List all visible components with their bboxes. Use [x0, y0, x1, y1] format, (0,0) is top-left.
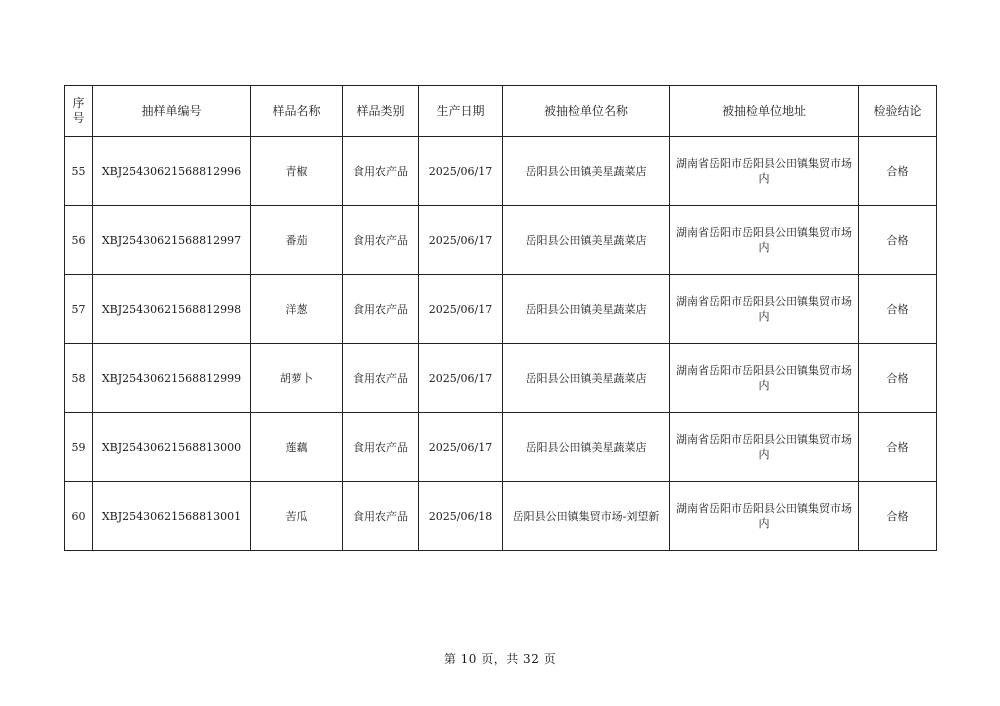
- cell-sample-no: XBJ25430621568813001: [93, 482, 251, 551]
- header-sample-name: 样品名称: [251, 86, 343, 137]
- cell-conclusion: 合格: [859, 137, 937, 206]
- header-inspected-unit: 被抽检单位名称: [503, 86, 670, 137]
- cell-production-date: 2025/06/17: [419, 275, 503, 344]
- cell-inspected-unit: 岳阳县公田镇美星蔬菜店: [503, 275, 670, 344]
- cell-production-date: 2025/06/18: [419, 482, 503, 551]
- cell-category: 食用农产品: [343, 137, 419, 206]
- cell-inspected-unit: 岳阳县公田镇美星蔬菜店: [503, 137, 670, 206]
- table-row: [65, 137, 937, 206]
- cell-inspected-address: 湖南省岳阳市岳阳县公田镇集贸市场内: [670, 413, 859, 482]
- table-row: [65, 413, 937, 482]
- cell-conclusion: 合格: [859, 413, 937, 482]
- header-seq: 序号: [65, 86, 93, 137]
- cell-sample-name: 青椒: [251, 137, 343, 206]
- table-row: [65, 482, 937, 551]
- cell-seq: 58: [65, 344, 93, 413]
- cell-inspected-address: 湖南省岳阳市岳阳县公田镇集贸市场内: [670, 275, 859, 344]
- cell-seq: 59: [65, 413, 93, 482]
- cell-seq: 56: [65, 206, 93, 275]
- cell-sample-name: 苦瓜: [251, 482, 343, 551]
- cell-category: 食用农产品: [343, 206, 419, 275]
- cell-conclusion: 合格: [859, 275, 937, 344]
- cell-inspected-address: 湖南省岳阳市岳阳县公田镇集贸市场内: [670, 206, 859, 275]
- cell-category: 食用农产品: [343, 344, 419, 413]
- cell-seq: 57: [65, 275, 93, 344]
- inspection-results-table: [64, 85, 937, 551]
- page-number: 第 10 页，共 32 页: [443, 652, 557, 666]
- cell-sample-name: 莲藕: [251, 413, 343, 482]
- cell-category: 食用农产品: [343, 413, 419, 482]
- cell-inspected-unit: 岳阳县公田镇美星蔬菜店: [503, 206, 670, 275]
- cell-sample-no: XBJ25430621568812997: [93, 206, 251, 275]
- cell-seq: 55: [65, 137, 93, 206]
- cell-sample-name: 番茄: [251, 206, 343, 275]
- header-sample-no: 抽样单编号: [93, 86, 251, 137]
- cell-inspected-unit: 岳阳县公田镇集贸市场-刘望新: [503, 482, 670, 551]
- cell-inspected-address: 湖南省岳阳市岳阳县公田镇集贸市场内: [670, 344, 859, 413]
- cell-production-date: 2025/06/17: [419, 344, 503, 413]
- cell-inspected-address: 湖南省岳阳市岳阳县公田镇集贸市场内: [670, 482, 859, 551]
- header-category: 样品类别: [343, 86, 419, 137]
- cell-sample-no: XBJ25430621568813000: [93, 413, 251, 482]
- cell-conclusion: 合格: [859, 482, 937, 551]
- header-production-date: 生产日期: [419, 86, 503, 137]
- cell-seq: 60: [65, 482, 93, 551]
- cell-sample-no: XBJ25430621568812996: [93, 137, 251, 206]
- cell-inspected-unit: 岳阳县公田镇美星蔬菜店: [503, 344, 670, 413]
- cell-production-date: 2025/06/17: [419, 413, 503, 482]
- cell-category: 食用农产品: [343, 275, 419, 344]
- cell-inspected-unit: 岳阳县公田镇美星蔬菜店: [503, 413, 670, 482]
- cell-conclusion: 合格: [859, 206, 937, 275]
- cell-sample-no: XBJ25430621568812999: [93, 344, 251, 413]
- header-inspected-address: 被抽检单位地址: [670, 86, 859, 137]
- table-header-row: [65, 86, 937, 137]
- header-conclusion: 检验结论: [859, 86, 937, 137]
- cell-inspected-address: 湖南省岳阳市岳阳县公田镇集贸市场内: [670, 137, 859, 206]
- cell-sample-name: 洋葱: [251, 275, 343, 344]
- cell-production-date: 2025/06/17: [419, 137, 503, 206]
- table-row: [65, 206, 937, 275]
- cell-sample-no: XBJ25430621568812998: [93, 275, 251, 344]
- cell-conclusion: 合格: [859, 344, 937, 413]
- cell-sample-name: 胡萝卜: [251, 344, 343, 413]
- table-row: [65, 275, 937, 344]
- table-row: [65, 344, 937, 413]
- cell-production-date: 2025/06/17: [419, 206, 503, 275]
- cell-category: 食用农产品: [343, 482, 419, 551]
